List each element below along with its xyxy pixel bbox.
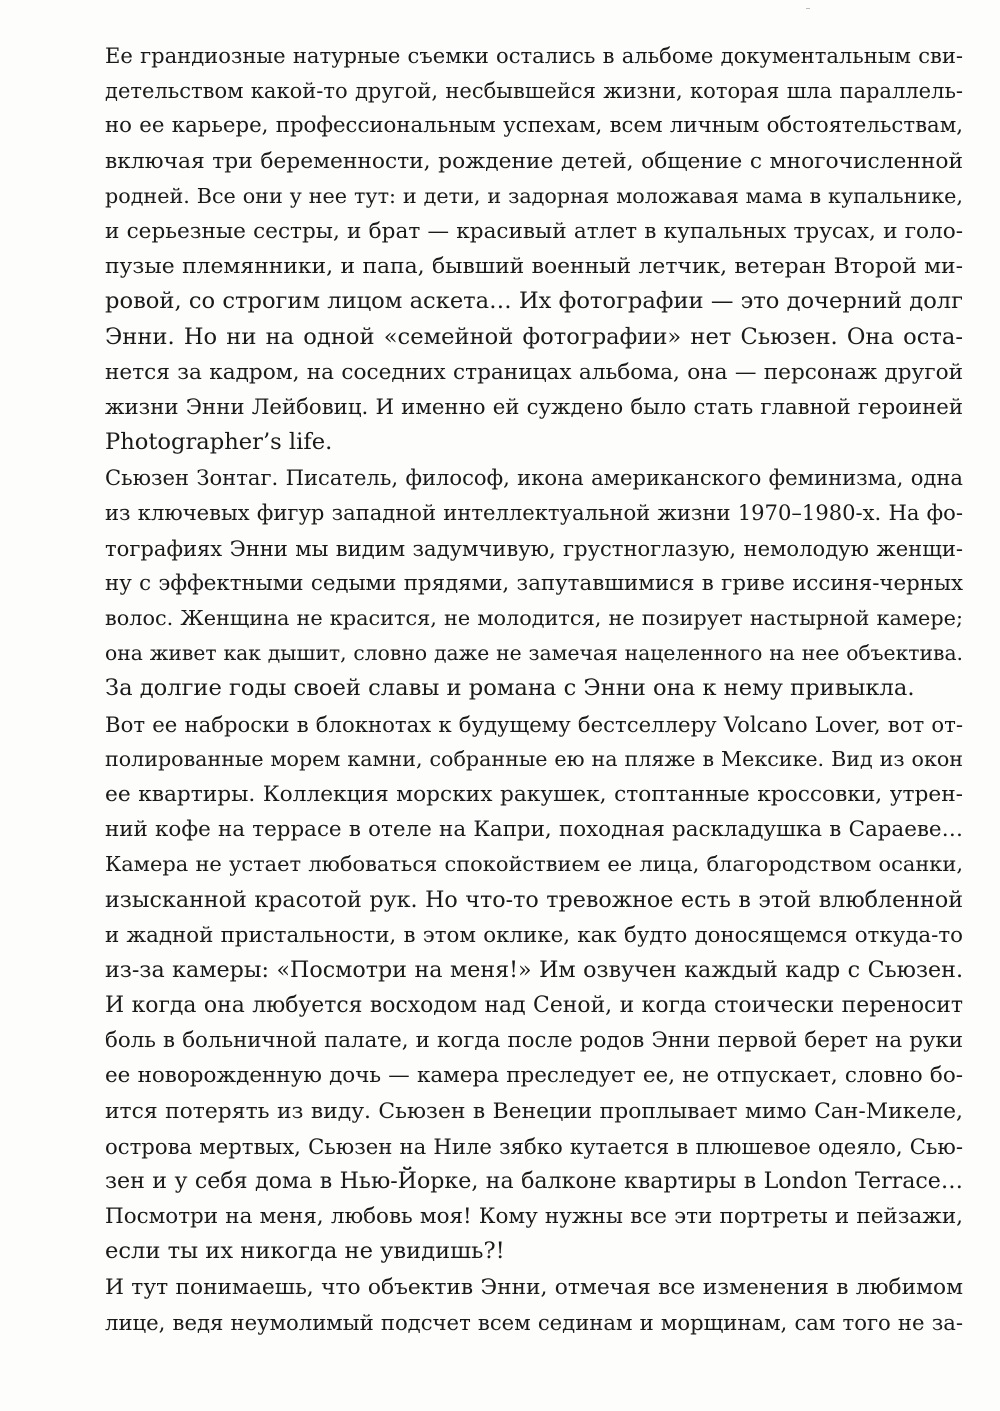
text-line: За долгие годы своей славы и романа с Энни она к нему привыкла. [105,675,915,702]
scan-mark [806,8,810,9]
text-line: лице, ведя неумолимый подсчет всем сединам и морщинам, сам того не за- [105,1309,963,1335]
text-line: родней. Все они у нее тут: и дети, и задорная моложавая мама в купальнике, [105,183,963,208]
text-line: изысканной красотой рук. Но что-то тревожное есть в этой влюбленной [105,886,963,913]
text-line: Photographer’s life. [105,429,333,456]
text-line: Камера не устает любоваться спокойствием ее лица, благородством осанки, [105,852,963,877]
text-line: ее квартиры. Коллекция морских ракушек, стоптанные кроссовки, утрен- [105,781,963,807]
text-line: если ты их никогда не увидишь?! [105,1238,505,1265]
text-line: Сьюзен Зонтаг. Писатель, философ, икона американского феминизма, одна [105,465,963,491]
text-line: из-за камеры: «Посмотри на меня!» Им озвучен каждый кадр с Сьюзен. [105,956,963,983]
paragraph-1 [105,38,963,460]
text-line: она живет как дышит, словно даже не замечая нацеленного на нее объектива. [105,641,963,666]
text-line: из ключевых фигур западной интеллектуальной жизни 1970–1980-х. На фо- [105,500,963,526]
text-line: ится потерять из виду. Сьюзен в Венеции проплывает мимо Сан-Микеле, [105,1098,963,1124]
text-line: Посмотри на меня, любовь моя! Кому нужны все эти портреты и пейзажи, [105,1204,963,1230]
text-line: детельством какой-то другой, несбывшейся жизни, которая шла параллель- [105,78,963,104]
paragraph-3 [105,707,963,1270]
text-line: включая три беременности, рождение детей, общение с многочисленной [105,148,963,174]
paragraph-4 [105,1270,963,1340]
text-line: острова мертвых, Сьюзен на Ниле зябко кутается в плюшевое одеяло, Сью- [105,1133,963,1159]
text-line: ровой, со строгим лицом аскета… Их фотографии — это дочерний долг [105,288,963,315]
text-line: Ее грандиозные натурные съемки остались в альбоме документальным сви- [105,43,963,68]
text-line: И когда она любуется восходом над Сеной, и когда стоически переносит [105,993,963,1019]
text-line: зен и у себя дома в Нью-Йорке, на балконе квартиры в London Terrace… [105,1168,963,1194]
text-line: И тут понимаешь, что объектив Энни, отмечая все изменения в любимом [105,1274,963,1300]
text-line: полированные морем камни, собранные ею на пляже в Мексике. Вид из окон [105,746,963,771]
text-line: и жадной пристальности, в этом оклике, как будто доносящемся откуда-то [105,922,963,948]
text-line: Вот ее наброски в блокнотах к будущему бестселлеру Volcano Lover, вот от- [105,711,963,737]
text-line: но ее карьере, профессиональным успехам, всем личным обстоятельствам, [105,113,963,139]
text-line: ну с эффектными седыми прядями, запутавшимися в гриве иссиня-черных [105,570,963,596]
text-line: и серьезные сестры, и брат — красивый атлет в купальных трусах, и голо- [105,218,963,244]
text-line: нется за кадром, на соседних страницах альбома, она — персонаж другой [105,359,963,385]
body-text [105,38,963,1340]
text-line: тографиях Энни мы видим задумчивую, грустноглазую, немолодую женщи- [105,535,963,561]
text-line: волос. Женщина не красится, не молодится, не позирует настырной камере; [105,606,963,630]
text-line: боль в больничной палате, и когда после родов Энни первой берет на руки [105,1028,963,1054]
text-line: ний кофе на террасе в отеле на Капри, походная раскладушка в Сараеве… [105,817,963,843]
text-line: пузые племянники, и папа, бывший военный летчик, ветеран Второй ми- [105,254,963,280]
text-line: ее новорожденную дочь — камера преследует ее, не отпускает, словно бо- [105,1063,963,1089]
text-line: жизни Энни Лейбовиц. И именно ей суждено было стать главной героиней [105,394,963,420]
paragraph-2 [105,460,963,706]
text-line: Энни. Но ни на одной «семейной фотографии» нет Сьюзен. Она оста- [105,323,963,350]
